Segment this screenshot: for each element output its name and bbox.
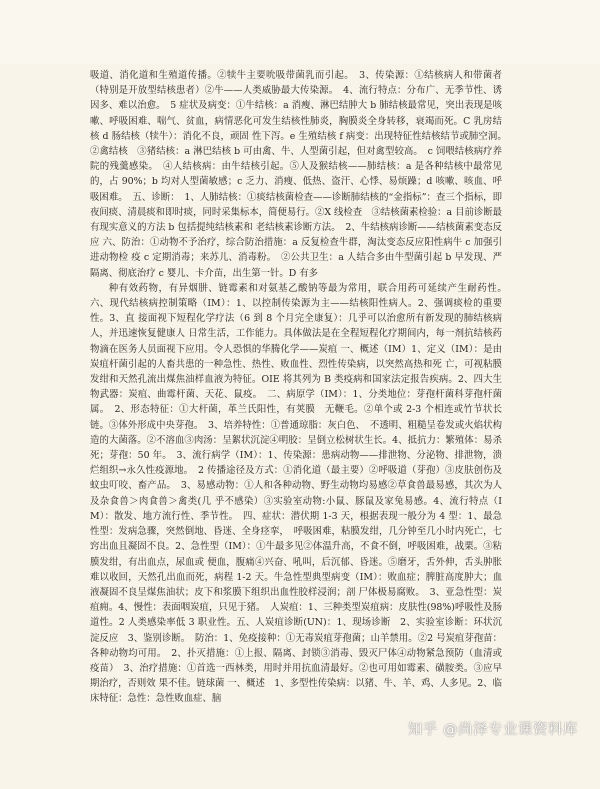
page-top-margin: [0, 0, 600, 64]
document-body: [90, 68, 512, 707]
paragraph-1: 吸道、消化道和生殖道传播。②犊牛主要吮吸带菌乳而引起。 3、传染源：①结核病人和带菌者（特别是开放型结核患者）②牛——人类威胁最大传染源。 4、流行特点：分布广、无季节性、诱因多、难以治愈。 5 症状及病变：①牛结核：a 消瘦、淋巴结肿大 b 肺结核最常见，突出表现是咳嗽、呼吸困难、喘气、贫血，病情恶化可发生结核性肺炎，胸膜炎全身转移，衰竭而死。C 乳房结核 d 肠结核（犊牛）：消化不良，顽固 性下泻。e 生殖结核 f 病变：出现特征性结核结节或肺空洞。 ②禽结核 ③猪结核：a 淋巴结核 b 可由禽、牛、人型菌引起，但对禽型较高。 c 饲喂结核病疗养院的残羹感染。 ④人结核病：由牛结核引起。⑤人及猴结核——肺结核：a 是各种结核中最常见的，占 90%；b 均对人型菌敏感；c 乏力、消瘦、低热、盗汗、心悸、易烦躁；d 咳嗽、咳血、呼吸困难。 五、诊断： 1、人肺结核：①痰结核菌检查——诊断肺结核的“金指标”：查三个指标，即夜间痰、清晨痰和即时痰，同时采集标本，简便易行。②X 线检查 ③结核菌素检验：a 目前诊断最有现实意义的方法 b 包括提纯结核素和 老结核素诊断方法。 2、牛结核病诊断——结核菌素变态反应 六、防治：①动物不予治疗，综合防治措施：a 反复检查牛群，淘汰变态反应阳性病牛 c 加强引进动物检 疫 c 定期消毒；来苏儿、消毒粉。 ②公共卫生：a 人结合多由牛型菌引起 b 早发现、严隔离、彻底治疗 c 婴儿、卡介苗，出生第一针。D 有多: [90, 70, 512, 279]
paragraph-2: 种有效药物，有异烟肼、链霉素和对氨基乙酸钠等最为常用，联合用药可延续产生耐药性。 六、现代结核病控制策略（IM）：1、以控制传染源为主——结核阳性病人。2、强调痰检的重要性。3、直 接面视下短程化学疗法（6 到 8 个月完全康复）：几乎可以治愈所有新发现的肺结核病人，并迅速恢复健康人 日常生活，工作能力。具体做法是在全程短程化疗期间内，每一剂抗结核药物滴在医务人员面视下应用。令人恐惧的华腾化学——炭疽 一、概述（IM）1、定义（IM）：是由炭疽杆菌引起的人畜共患的一种急性、热性、败血性、烈性传染病，以突然高热和死 亡，可视粘膜发绀和天然孔流出煤焦油样血液为特征。OIE 将其列为 B 类疫病和国家法定报告疾病。2、四大生物武器：炭疽、曲霉杆菌、天花、鼠疫。 二、病原学（IM）：1、分类地位：芽孢杆菌科芽孢杆菌属。 2、形态特征：①大杆菌，革兰氏阳性，有荚膜 无鞭毛。②单个或 2-3 个相连或竹节状长链。③体外形成中央芽孢。 3、培养特性：①普通琼脂：灰白色、 不透明、粗糙呈卷发或火焰状构造的大菌落。②不溶血③肉汤：呈絮状沉淀④明胶：呈倒立松树状生长。4、抵抗力：繁殖体：易杀死；芽孢：50 年。 3、流行病学（IM）：1、传染源：患病动物——排泄物、分泌物、排泄物，溃烂组织→永久性疫源地。 2 传播途径及方式：①消化道（最主要）②呼吸道（芽孢）③皮肤创伤及蚊虫叮咬、畜产品。 3、易感动物：①人和各种动物、野生动物均易感②草食兽最易感，其次为人及杂食兽＞肉食兽＞禽类(几 乎不感染）③实验室动物:小鼠、豚鼠及家兔易感。4、流行特点（IM）：散发、地方流行性、季节性。 四、症状：潜伏期 1-3 天，根据表现一般分为 4 型：1、最急性型：发病急骤，突然倒地、昏迷、全身痉挛， 呼吸困难，粘膜发绀，几分钟至几小时内死亡，七窍出血且凝固不良。2、急性型（IM）：①牛最多见②体温升高，不食不倒，呼吸困难，战栗。③粘膜发绀，有出血点，尿血或 便血，腹痛④兴奋、吼叫，后沉郁、昏迷。⑤磨牙，舌外伸，舌头肿胀难以收回，天然孔出血而死，病程 1-2 天。牛急性型典型病变（IM）：败血症；脾脏高度肿大；血液凝固不良呈煤焦油状；皮下和浆膜下组织出血性胶样浸润；剖 尸体极易腐败。 3、亚急性型：炭疽痈。4、慢性：表面咽炭疽，只见于猪。 人炭疽：1、三种类型炭疽病：皮肤性(98%)呼吸性及肠道性。2 人类感染率低 3 职业性。五、人炭疽诊断(UN)：1、现场诊断 2、实验室诊断：环状沉淀反应 3、鉴别诊断。 防治：1、免疫接种：①无毒炭疽芽孢菌；山羊禁用。②2 号炭疽芽孢苗：各种动物均可用。 2、扑灭措施：①上报、隔离、封锁③消毒、毁灭尸体④动物紧急预防（血清或疫苗） 3、治疗措施：①首选一西林类，用时并用抗血清最好。②也可用如霉素、磺胺类。③应早期治疗，否则效 果不佳。链球菌 一、概述 1、多型性传染病：以猪、牛、羊、鸡、人多见。2、临床特征：急性：急性败血症、脑: [90, 282, 512, 705]
zhihu-watermark: 知乎 @尚泽专业课资料库: [407, 722, 578, 738]
